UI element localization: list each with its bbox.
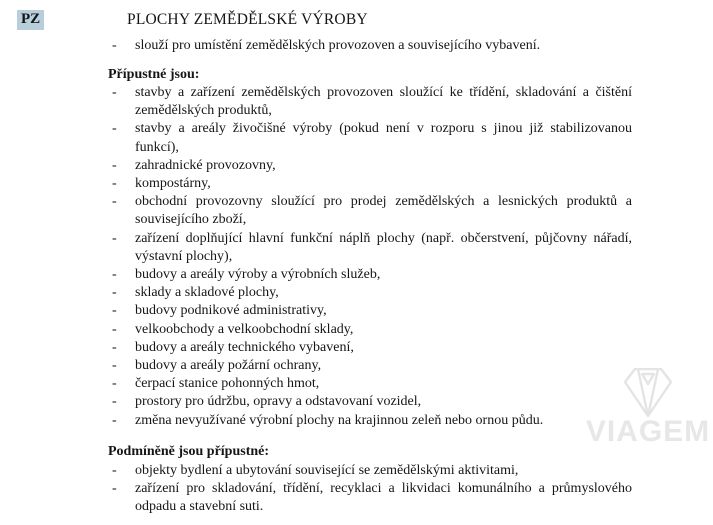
list-item	[112, 375, 632, 393]
list-item	[112, 480, 632, 516]
list-dash: -	[112, 157, 117, 173]
watermark-text: VIAGEM	[585, 415, 711, 448]
list-item-text: budovy podnikové administrativy,	[135, 303, 327, 319]
intro-list	[112, 37, 632, 55]
list-item	[112, 357, 632, 375]
list-dash: -	[112, 285, 117, 301]
list-item	[112, 462, 632, 480]
list-item-text: objekty bydlení a ubytování související se zemědělskými aktivitami,	[135, 463, 519, 478]
section-heading-conditionally-permissible: Podmíněně jsou přípustné:	[108, 444, 270, 459]
list-item	[112, 37, 632, 55]
list-item-text: sklady a skladové plochy,	[135, 285, 279, 301]
list-item-text: stavby a areály živočišné výroby (pokud není v rozporu s jinou již stabilizovanou funkcí),	[135, 121, 632, 155]
list-item	[112, 120, 632, 156]
section-heading-permissible: Přípustné jsou:	[108, 67, 200, 82]
list-item-text: budovy a areály technického vybavení,	[135, 339, 354, 355]
list-item	[112, 339, 632, 357]
list-dash: -	[112, 463, 117, 478]
list-item-text: budovy a areály požární ochrany,	[135, 358, 322, 374]
list-item	[112, 393, 632, 411]
list-dash: -	[112, 230, 117, 246]
list-item	[112, 321, 632, 339]
list-item	[112, 193, 632, 229]
list-item-text: zahradnické provozovny,	[135, 157, 276, 173]
list-item	[112, 412, 632, 430]
zone-code-badge: PZ	[17, 10, 44, 30]
list-dash: -	[112, 194, 117, 210]
list-item	[112, 175, 632, 193]
list-item-text: čerpací stanice pohonných hmot,	[135, 376, 320, 392]
list-dash: -	[112, 321, 117, 337]
list-dash: -	[112, 267, 117, 283]
list-item-text: změna nevyužívané výrobní plochy na krajinnou zeleň nebo ornou půdu.	[135, 412, 544, 428]
list-dash: -	[112, 412, 117, 428]
list-item	[112, 284, 632, 302]
list-item-text: velkoobchody a velkoobchodní sklady,	[135, 321, 354, 337]
list-dash: -	[112, 121, 117, 137]
list-item	[112, 84, 632, 120]
list-dash: -	[112, 394, 117, 410]
list-dash: -	[112, 339, 117, 355]
list-dash: -	[112, 176, 117, 192]
list-item-text: slouží pro umístění zemědělských provozoven a souvisejícího vybavení.	[135, 38, 541, 53]
list-dash: -	[112, 376, 117, 392]
list-dash: -	[112, 358, 117, 374]
list-item	[112, 230, 632, 266]
list-item-text: kompostárny,	[135, 176, 211, 192]
conditionally-permissible-list	[112, 462, 632, 517]
list-item-text: zařízení pro skladování, třídění, recyklaci a likvidaci komunálního a průmyslového odpadu a stavební suti.	[135, 481, 632, 515]
list-item-text: budovy a areály výroby a výrobních služeb,	[135, 267, 381, 283]
list-item-text: prostory pro údržbu, opravy a odstavovaní vozidel,	[135, 394, 422, 410]
permissible-list	[112, 84, 632, 430]
list-item-text: obchodní provozovny sloužící pro prodej zemědělských a lesnických produktů a souvisejícího zboží,	[135, 194, 632, 228]
list-dash: -	[112, 303, 117, 319]
list-item	[112, 266, 632, 284]
list-item	[112, 157, 632, 175]
list-dash: -	[112, 85, 117, 100]
page-title: PLOCHY ZEMĚDĚLSKÉ VÝROBY	[127, 11, 368, 28]
list-dash: -	[112, 481, 117, 497]
list-item	[112, 302, 632, 320]
list-item-text: zařízení doplňující hlavní funkční náplň plochy (např. občerstvení, půjčovny nářadí, výstavní plochy),	[135, 230, 632, 264]
list-item-text: stavby a zařízení zemědělských provozoven sloužící ke třídění, skladování a čištění zemědělských produktů,	[135, 85, 632, 119]
list-dash: -	[112, 38, 117, 53]
